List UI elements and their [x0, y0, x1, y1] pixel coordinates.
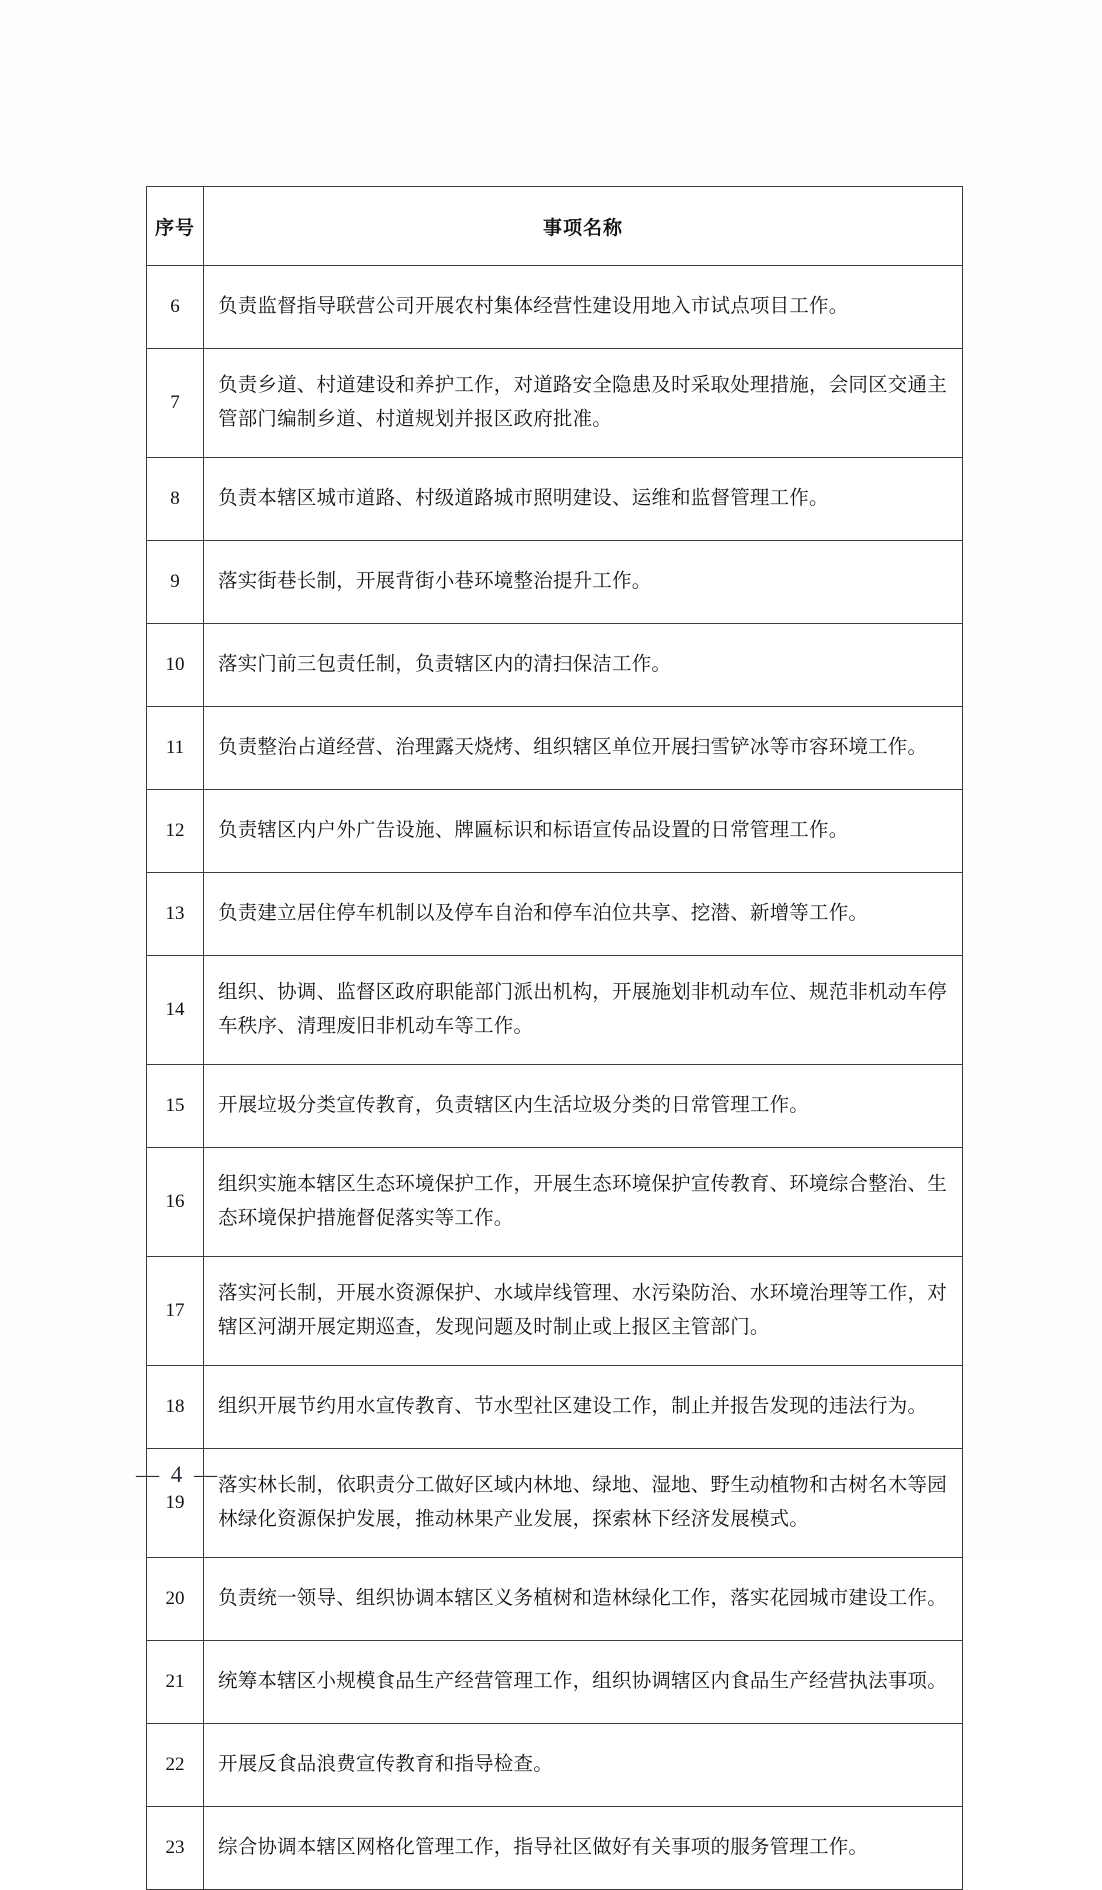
table-row — [147, 624, 963, 707]
table-row — [147, 790, 963, 873]
row-sequence-number: 22 — [147, 1724, 204, 1807]
row-sequence-number: 6 — [147, 266, 204, 349]
row-sequence-number: 20 — [147, 1558, 204, 1641]
responsibilities-table-container — [146, 186, 962, 1890]
row-item-name: 负责辖区内户外广告设施、牌匾标识和标语宣传品设置的日常管理工作。 — [204, 790, 963, 873]
row-item-name: 负责监督指导联营公司开展农村集体经营性建设用地入市试点项目工作。 — [204, 266, 963, 349]
page-number: — 4 — — [136, 1462, 220, 1487]
table-row — [147, 707, 963, 790]
row-sequence-number: 13 — [147, 873, 204, 956]
row-sequence-number: 17 — [147, 1257, 204, 1366]
row-sequence-number: 11 — [147, 707, 204, 790]
row-sequence-number: 23 — [147, 1807, 204, 1890]
row-sequence-number: 9 — [147, 541, 204, 624]
row-sequence-number: 14 — [147, 956, 204, 1065]
row-item-name: 负责建立居住停车机制以及停车自治和停车泊位共享、挖潜、新增等工作。 — [204, 873, 963, 956]
table-row — [147, 1641, 963, 1724]
row-sequence-number: 7 — [147, 349, 204, 458]
row-sequence-number: 19 — [147, 1449, 204, 1558]
table-row — [147, 956, 963, 1065]
row-sequence-number: 12 — [147, 790, 204, 873]
table-row — [147, 1257, 963, 1366]
column-header-item-name: 事项名称 — [204, 187, 963, 266]
row-item-name: 组织、协调、监督区政府职能部门派出机构，开展施划非机动车位、规范非机动车停车秩序、清理废旧非机动车等工作。 — [204, 956, 963, 1065]
row-sequence-number: 16 — [147, 1148, 204, 1257]
table-row — [147, 458, 963, 541]
row-item-name: 负责统一领导、组织协调本辖区义务植树和造林绿化工作，落实花园城市建设工作。 — [204, 1558, 963, 1641]
row-sequence-number: 15 — [147, 1065, 204, 1148]
row-item-name: 落实河长制，开展水资源保护、水域岸线管理、水污染防治、水环境治理等工作，对辖区河湖开展定期巡查，发现问题及时制止或上报区主管部门。 — [204, 1257, 963, 1366]
table-row — [147, 873, 963, 956]
row-sequence-number: 21 — [147, 1641, 204, 1724]
table-row — [147, 1807, 963, 1890]
row-item-name: 综合协调本辖区网格化管理工作，指导社区做好有关事项的服务管理工作。 — [204, 1807, 963, 1890]
table-row — [147, 541, 963, 624]
table-header — [147, 187, 963, 266]
row-item-name: 组织开展节约用水宣传教育、节水型社区建设工作，制止并报告发现的违法行为。 — [204, 1366, 963, 1449]
row-item-name: 落实街巷长制，开展背街小巷环境整治提升工作。 — [204, 541, 963, 624]
row-sequence-number: 18 — [147, 1366, 204, 1449]
table-header-row — [147, 187, 963, 266]
responsibilities-table — [146, 186, 963, 1890]
table-body — [147, 266, 963, 1890]
table-row — [147, 1724, 963, 1807]
table-row — [147, 1065, 963, 1148]
row-sequence-number: 8 — [147, 458, 204, 541]
row-item-name: 落实林长制，依职责分工做好区域内林地、绿地、湿地、野生动植物和古树名木等园林绿化资源保护发展，推动林果产业发展，探索林下经济发展模式。 — [204, 1449, 963, 1558]
column-header-sequence: 序号 — [147, 187, 204, 266]
row-item-name: 开展垃圾分类宣传教育，负责辖区内生活垃圾分类的日常管理工作。 — [204, 1065, 963, 1148]
row-item-name: 落实门前三包责任制，负责辖区内的清扫保洁工作。 — [204, 624, 963, 707]
table-row — [147, 1148, 963, 1257]
table-row — [147, 1366, 963, 1449]
row-item-name: 开展反食品浪费宣传教育和指导检查。 — [204, 1724, 963, 1807]
row-item-name: 统筹本辖区小规模食品生产经营管理工作，组织协调辖区内食品生产经营执法事项。 — [204, 1641, 963, 1724]
row-item-name: 负责本辖区城市道路、村级道路城市照明建设、运维和监督管理工作。 — [204, 458, 963, 541]
row-item-name: 负责乡道、村道建设和养护工作，对道路安全隐患及时采取处理措施，会同区交通主管部门编制乡道、村道规划并报区政府批准。 — [204, 349, 963, 458]
table-row — [147, 266, 963, 349]
row-sequence-number: 10 — [147, 624, 204, 707]
row-item-name: 组织实施本辖区生态环境保护工作，开展生态环境保护宣传教育、环境综合整治、生态环境保护措施督促落实等工作。 — [204, 1148, 963, 1257]
table-row — [147, 349, 963, 458]
row-item-name: 负责整治占道经营、治理露天烧烤、组织辖区单位开展扫雪铲冰等市容环境工作。 — [204, 707, 963, 790]
table-row — [147, 1558, 963, 1641]
